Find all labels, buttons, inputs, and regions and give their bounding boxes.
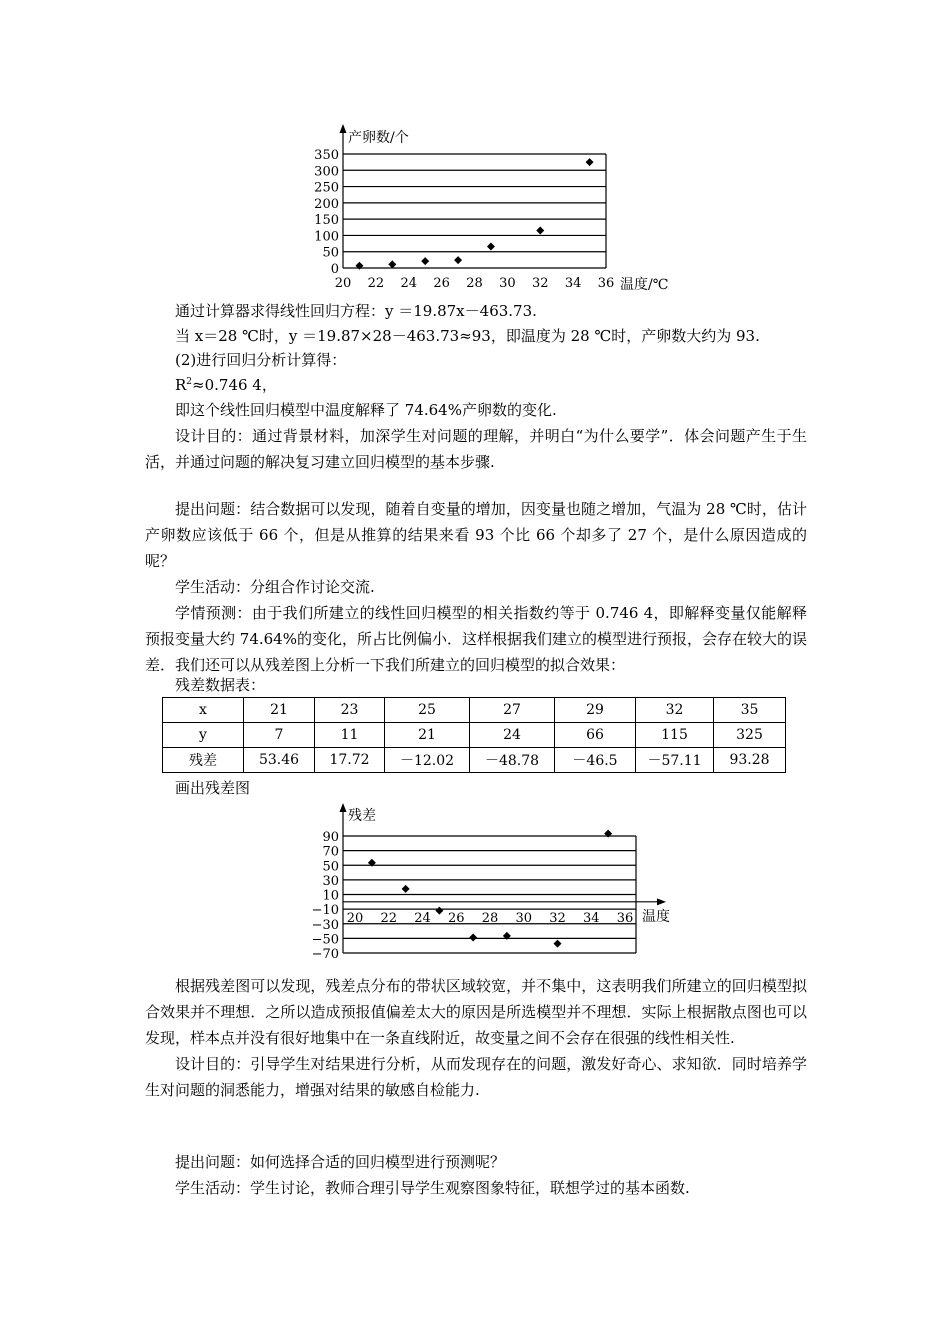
y-tick-label: 300 [314, 164, 339, 180]
chart2-xlabel: 温度 [642, 909, 670, 925]
residual-point [435, 907, 443, 915]
r-symbol: R [175, 376, 187, 394]
table-row-header: x [163, 698, 244, 723]
paragraph-question-1: 提出问题：结合数据可以发现，随着自变量的增加，因变量也随之增加，气温为 28 ℃时，估计产卵数应该低于 66 个，但是从推算的结果来看 93 个比 66 个却多了 27 个，是什么原因造成的呢？ 学生活动：分组合作讨论交流. 学情预测：由于我们所建立的线性回归模型的相关指数约等于 0.746 4，即解释变量仅能解释预报变量大约 74.64%的变化，所占比例偏小．这样根据我们建立的模型进行预报，会存在较大的误差．我们还可以从残差图上分析一下我们所建立的回归模型的拟合效果： [145, 500, 807, 674]
data-point [586, 158, 594, 166]
data-point [421, 257, 429, 265]
y-tick-label: 90 [322, 830, 339, 845]
x-tick-label: 32 [549, 910, 566, 926]
y-tick-label: −50 [311, 932, 339, 948]
y-tick-label: 250 [314, 180, 339, 196]
table-cell: －57.11 [636, 748, 714, 773]
table-row [163, 698, 786, 723]
text-line: 通过计算器求得线性回归方程：y ＝19.87x－463.73. [175, 302, 537, 320]
x-tick-label: 24 [414, 910, 431, 926]
table-cell: －46.5 [555, 748, 636, 773]
y-tick-label: 0 [330, 262, 339, 277]
table-title: 残差数据表： [175, 676, 266, 694]
x-tick-label: 22 [367, 276, 385, 291]
y-tick-label: −10 [311, 903, 339, 919]
table-cell: 115 [636, 723, 714, 748]
table-cell: 27 [470, 698, 555, 723]
table-cell: 17.72 [315, 748, 385, 773]
table-cell: －12.02 [385, 748, 470, 773]
table-cell: 325 [714, 723, 786, 748]
text-line: 当 x＝28 ℃时，y ＝19.87×28－463.73≈93，即温度为 28 ℃时，产卵数大约为 93. [175, 327, 760, 345]
table-cell: 66 [555, 723, 636, 748]
y-tick-label: 10 [322, 888, 339, 904]
x-tick-label: 30 [499, 276, 516, 291]
y-tick-label: 100 [314, 229, 339, 245]
residual-plot-title: 画出残差图 [175, 779, 251, 797]
residual-point [469, 933, 477, 941]
table-cell: 93.28 [714, 748, 786, 773]
table-cell: 7 [244, 723, 315, 748]
y-tick-label: 200 [314, 196, 339, 212]
table-row [163, 748, 786, 773]
residual-point [402, 885, 410, 893]
x-tick-label: 34 [582, 910, 600, 926]
x-tick-label: 28 [466, 276, 483, 291]
table-row-header: 残差 [163, 748, 244, 773]
table-cell: 24 [470, 723, 555, 748]
table-cell: 53.46 [244, 748, 315, 773]
x-tick-label: 26 [447, 910, 465, 926]
y-axis-arrow [340, 124, 347, 133]
table-cell: 25 [385, 698, 470, 723]
y-tick-label: −70 [311, 947, 339, 960]
table-row [163, 723, 786, 748]
table-cell: 35 [714, 698, 786, 723]
y-tick-label: −30 [311, 917, 339, 933]
text-line [175, 375, 277, 395]
x-axis-arrow [657, 898, 666, 905]
r-value: ≈0.746 4， [192, 376, 277, 394]
y-tick-label: 30 [322, 873, 339, 889]
x-tick-label: 24 [400, 276, 418, 291]
table-cell: 23 [315, 698, 385, 723]
scatter-chart [300, 120, 680, 300]
x-tick-label: 36 [597, 276, 615, 291]
x-tick-label: 28 [481, 910, 499, 926]
paragraph-design-1: 设计目的：通过背景材料，加深学生对问题的理解，并明白“为什么要学”．体会问题产生于生活，并通过问题的解决复习建立回归模型的基本步骤. [145, 427, 807, 471]
chart2-ylabel: 残差 [348, 808, 376, 824]
y-tick-label: 350 [314, 148, 339, 163]
x-tick-label: 20 [334, 276, 352, 291]
paragraph-question-2: 提出问题：如何选择合适的回归模型进行预测呢？ 学生活动：学生讨论，教师合理引导学生观察图象特征，联想学过的基本函数. [175, 1153, 690, 1197]
text-line: (2)进行回归分析计算得： [175, 351, 347, 369]
table-cell: 21 [385, 723, 470, 748]
y-tick-label: 50 [322, 859, 339, 875]
table-row-header: y [163, 723, 244, 748]
residual-point [554, 940, 562, 948]
y-tick-label: 150 [314, 213, 339, 229]
x-tick-label: 20 [346, 910, 364, 926]
x-tick-label: 34 [564, 276, 582, 291]
paragraph-analysis: 根据残差图可以发现，残差点分布的带状区域较宽，并不集中，这表明我们所建立的回归模型拟合效果并不理想．之所以造成预报值偏差太大的原因是所选模型并不理想．实际上根据散点图也可以发现，样本点并没有很好地集中在一条直线附近，故变量之间不会存在很强的线性相关性. 设计目的：引导学生对结果进行分析，从而发现存在的问题，激发好奇心、求知欲．同时培养学生对问题的洞悉能力，增强对结果的敏感自检能力. [145, 977, 807, 1099]
x-tick-label: 30 [515, 910, 533, 926]
x-tick-label: 32 [531, 276, 549, 291]
data-point [388, 260, 396, 268]
table-cell: －48.78 [470, 748, 555, 773]
residual-chart [300, 800, 700, 960]
y-tick-label: 50 [322, 245, 339, 261]
table-cell: 11 [315, 723, 385, 748]
residual-table [162, 697, 786, 773]
x-tick-label: 26 [433, 276, 450, 291]
y-tick-label: 70 [322, 844, 339, 860]
data-point [454, 256, 462, 264]
table-cell: 29 [555, 698, 636, 723]
data-point [487, 243, 495, 251]
x-tick-label: 22 [380, 910, 398, 926]
chart1-xlabel: 温度/℃ [620, 277, 669, 293]
y-axis-arrow [340, 803, 347, 812]
r-exponent: 2 [186, 377, 193, 387]
chart1-ylabel: 产卵数/个 [348, 130, 409, 146]
table-cell: 32 [636, 698, 714, 723]
text-line: 即这个线性回归模型中温度解释了 74.64%产卵数的变化. [175, 401, 557, 419]
x-tick-label: 36 [616, 910, 634, 926]
data-point [536, 227, 544, 235]
table-cell: 21 [244, 698, 315, 723]
